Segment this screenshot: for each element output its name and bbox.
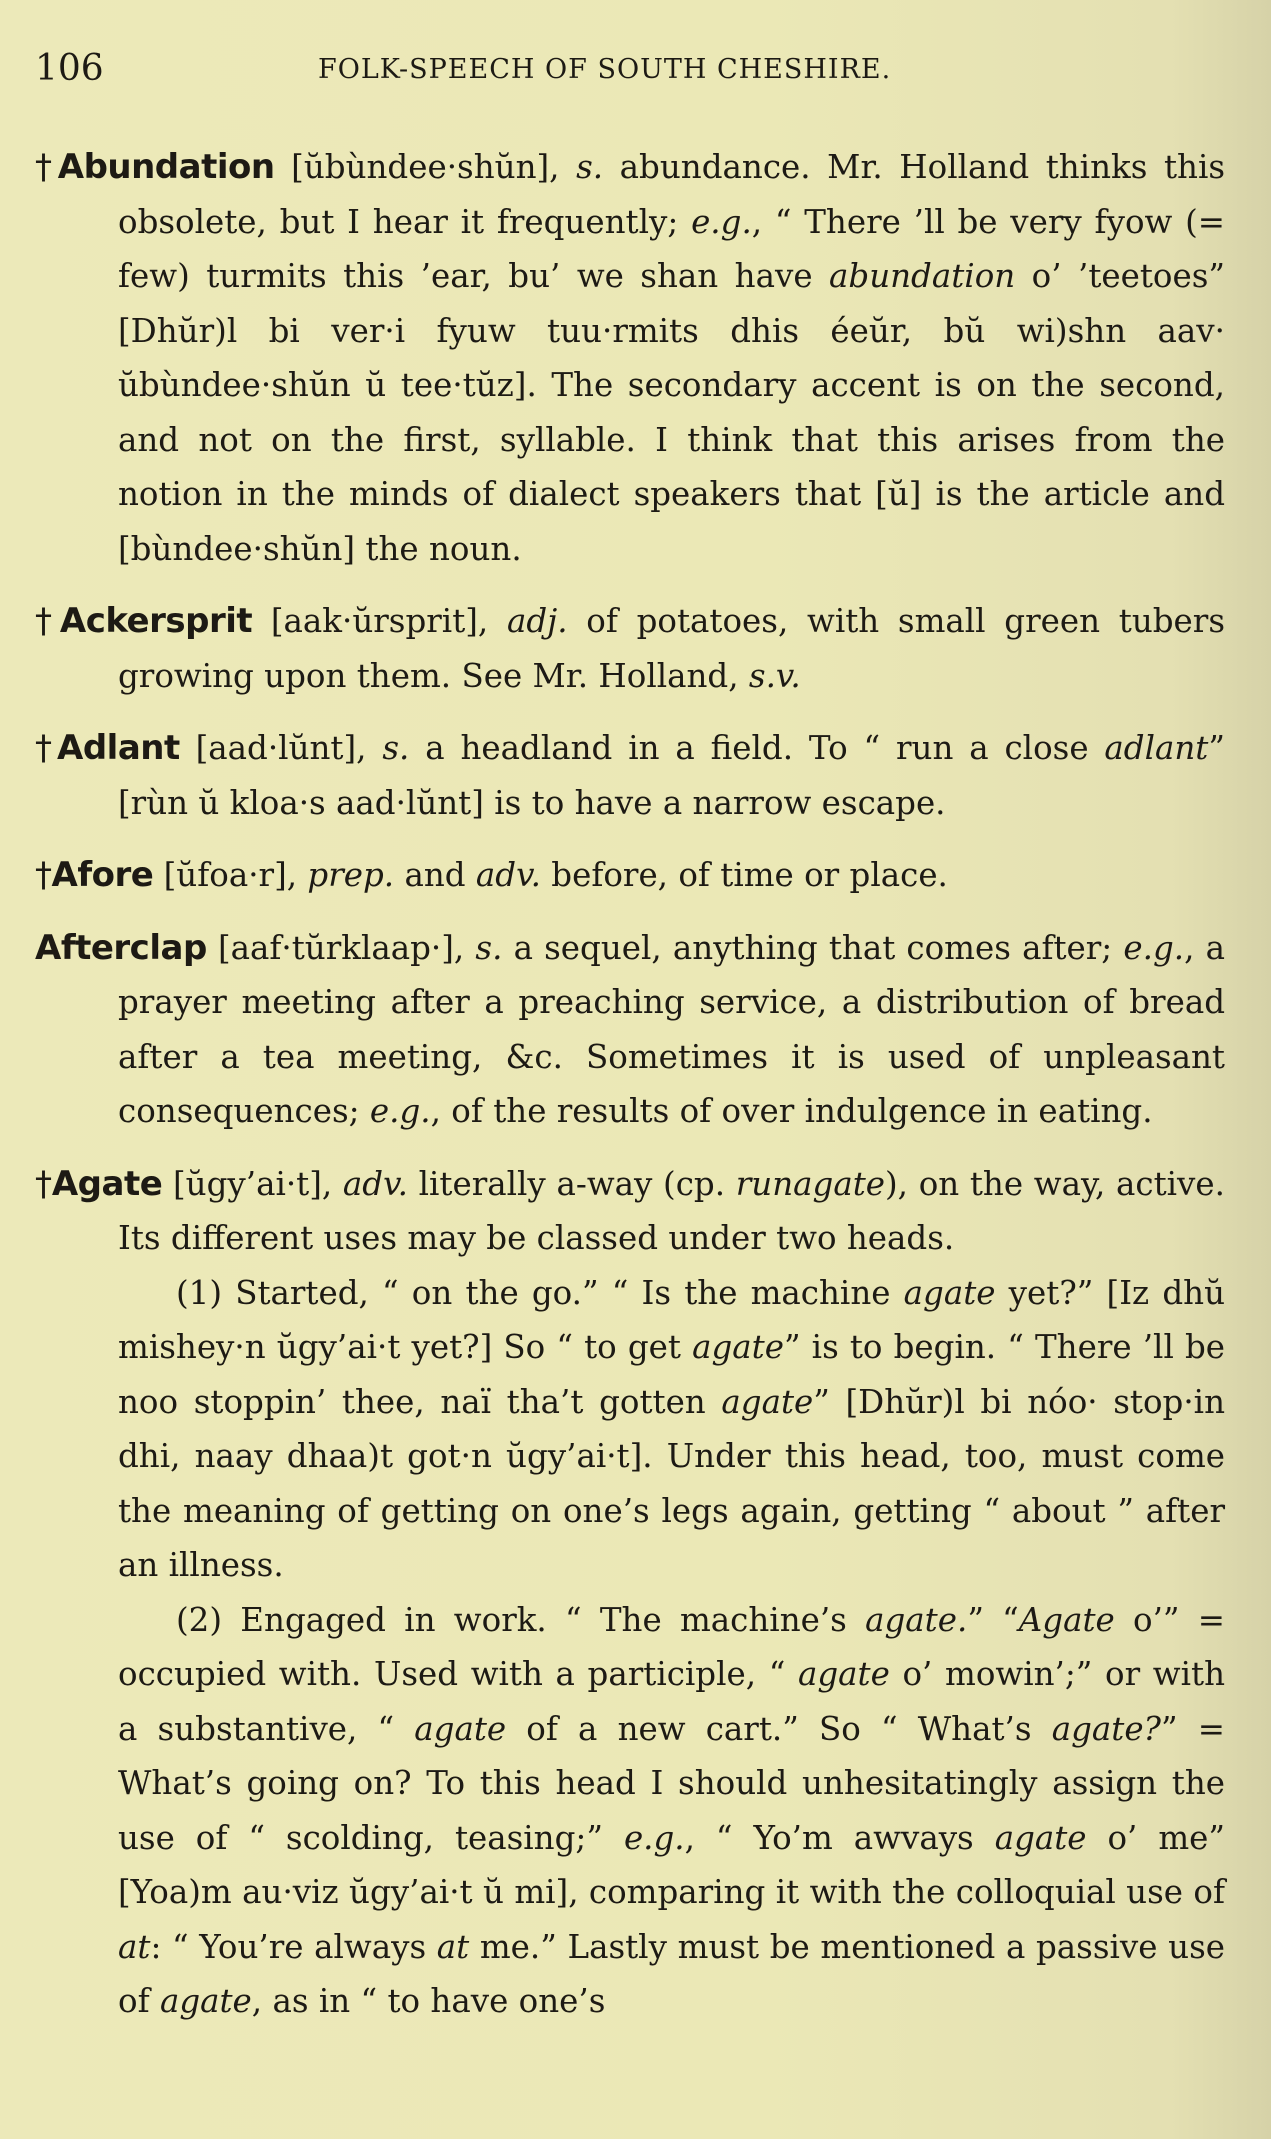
obsolete-dagger-mark: † (35, 1163, 52, 1204)
obsolete-dagger-mark: † (35, 728, 58, 768)
entry-adlant: †Adlant [aad·lŭnt], s. a headland in a field. To “ run a close adlant” [rùn ŭ kloa·s aad·lŭnt] is to have a narrow escape. (35, 728, 1225, 822)
part-of-speech: adv. (475, 856, 541, 894)
headword: Afterclap (35, 927, 207, 968)
agate-sense-1: (1) Started, “ on the go.” “ Is the machine agate yet?” [Iz dhŭ mishey·n ŭgy’ai·t yet?] So “ to get agate” is to begin. “ There ’ll be noo stoppin’ thee, naï tha’t gotten agate” [Dhŭr)l bi nóo· stop·in dhi, naay dhaa)t got·n ŭgy’ai·t]. Under this head, too, must come the meaning of getting on one’s legs again, getting “ about ” after an illness. (118, 1273, 1226, 1584)
entry-afore: †Afore [ŭfoa·r], prep. and adv. before, of time or place. (35, 855, 948, 895)
headword: †Afore (35, 855, 154, 895)
part-of-speech: adj. (506, 602, 568, 640)
obsolete-dagger-mark: † (35, 601, 60, 641)
entry-abundation: †Abundation [ŭbùndee·shŭn], s. abundance. Mr. Holland thinks this obsolete, but I hear it frequently; e.g., “ There ’ll be very fyow (= few) turmits this ’ear, bu’ we shan have abundation o’ ’teetoes” [Dhŭr)l bi ver·i fyuw tuu·rmits dhis éeŭr, bŭ wi)shn aav· ŭbùndee·shŭn ŭ tee·tŭz]. The secondary accent is on the second, and not on the first, syllable. I think that this arises from the notion in the minds of dialect speakers that [ŭ] is the article and [bùndee·shŭn] the noun. (35, 147, 1226, 568)
headword: †Adlant (35, 728, 180, 768)
entry-afterclap: Afterclap [aaf·tŭrklaap·], s. a sequel, anything that comes after; e.g., a prayer meeting after a preaching service, a distribution of bread after a tea meeting, &c. Sometimes it is used of unpleasant consequences; e.g., of the results of over indulgence in eating. (35, 927, 1225, 1130)
running-title: FOLK-SPEECH OF SOUTH CHESHIRE. (318, 54, 892, 85)
running-head (35, 48, 1235, 98)
agate-sense-2: (2) Engaged in work. “ The machine’s agate.” “Agate o’” = occupied with. Used with a participle, “ agate o’ mowin’;” or with a substantive, “ agate of a new cart.” So “ What’s agate?” = What’s going on? To this head I should unhesitatingly assign the use of “ scolding, teasing;” e.g., “ Yo’m awvays agate o’ me” [Yoa)m au·viz ŭgy’ai·t ŭ mi], comparing it with the colloquial use of at: “ You’re always at me.” Lastly must be mentioned a passive use of agate, as in “ to have one’s (118, 1600, 1226, 2020)
page-number: 106 (35, 48, 104, 89)
part-of-speech: s. (475, 928, 503, 967)
entry-ackersprit: †Ackersprit [aak·ŭrsprit], adj. of potatoes, with small green tubers growing upon them. See Mr. Holland, s.v. (35, 601, 1225, 695)
obsolete-dagger-mark: † (35, 855, 52, 895)
dictionary-body (35, 140, 1225, 2029)
part-of-speech: adv. (342, 1164, 408, 1203)
headword: †Abundation (35, 147, 275, 187)
part-of-speech: s. (382, 729, 410, 767)
headword: †Ackersprit (35, 601, 253, 641)
headword: †Agate (35, 1163, 163, 1204)
part-of-speech: prep. (307, 856, 395, 894)
entry-agate: †Agate [ŭgy’ai·t], adv. literally a-way (cp. runagate), on the way, active. Its different uses may be classed under two heads. (35, 1163, 1225, 1257)
obsolete-dagger-mark: † (35, 147, 58, 187)
part-of-speech: s. (576, 148, 604, 186)
